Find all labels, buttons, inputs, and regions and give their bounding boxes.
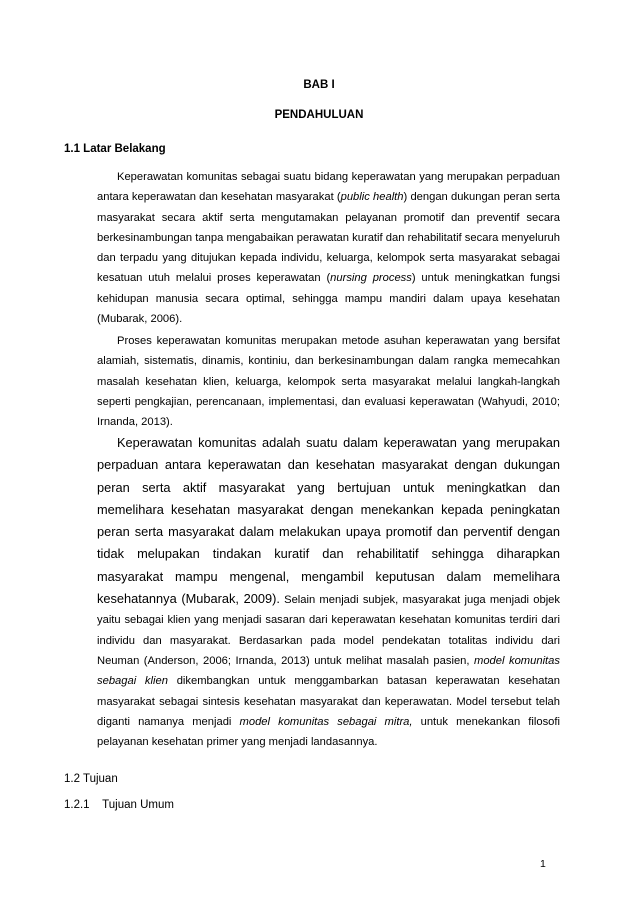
- section-heading-tujuan: 1.2 Tujuan: [64, 773, 118, 785]
- paragraph-3-italic-model-mitra: model komunitas sebagai mitra,: [239, 715, 413, 728]
- paragraph-1-text-c: ) untuk meningkatkan fungsi kehidupan manusia secara optimal, sehingga mampu mandiri dalam upaya kesehatan (Mubarak, 2006).: [97, 272, 560, 326]
- chapter-label: BAB I: [303, 79, 335, 91]
- section-heading-latar-belakang: 1.1 Latar Belakang: [64, 143, 166, 155]
- paragraph-3-text-a: Selain menjadi subjek, masyarakat juga menjadi objek yaitu sebagai klien yang menjadi sasaran dari keperawatan kesehatan komunitas terdiri dari individu dan masyarakat. Berdasarkan pada model pendekatan totalitas individu dari Neuman (Anderson, 2006; Irnanda, 2013) untuk melihat masalah pasien,: [97, 594, 561, 667]
- paragraph-1-text-a: Keperawatan komunitas sebagai suatu bidang keperawatan yang merupakan perpaduan antara keperawatan dan kesehatan masyarakat (: [97, 171, 560, 204]
- paragraph-3-italic-model-klien: model komunitas sebagai klien: [97, 654, 560, 688]
- paragraph-1-text-b: ) dengan dukungan peran serta masyarakat secara aktif serta mengutamakan pelayanan promotif dan preventif secara berkesinambungan tanpa mengabaikan perawatan kuratif dan rehabilitatif secara menyeluruh dan terpadu yang ditujukan kepada individu, keluarga, kelompok serta masyarakat sebagai kesatuan utuh melalui proses keperawatan (: [97, 191, 561, 285]
- page-number: 1: [540, 858, 546, 870]
- section-heading-tujuan-umum: 1.2.1 Tujuan Umum: [64, 799, 174, 811]
- paragraph-1-italic-public-health: public health: [340, 191, 404, 204]
- paragraph-3: [97, 432, 560, 752]
- paragraph-3-text-b: dikembangkan untuk menggambarkan batasan keperawatan kesehatan masyarakat sebagai sintesis kesehatan masyarakat dan keperawatan. Model tersebut telah diganti namanya menjadi: [97, 675, 560, 728]
- paragraph-3-text-c: untuk menekankan filosofi pelayanan kesehatan primer yang menjadi landasannya.: [97, 715, 560, 749]
- chapter-title: PENDAHULUAN: [274, 109, 364, 121]
- paragraph-1: [97, 167, 560, 329]
- paragraph-1-italic-nursing-process: nursing process: [330, 272, 412, 285]
- paragraph-3-large-text: Keperawatan komunitas adalah suatu dalam keperawatan yang merupakan perpaduan antara keperawatan dan kesehatan masyarakat dengan dukungan peran serta aktif masyarakat yang bertujuan untuk meningkatkan dan memelihara kesehatan masyarakat dengan menekankan kepada peningkatan peran serta masyarakat dalam melakukan upaya promotif dan perventif dengan tidak melupakan tindakan kuratif dan rehabilitatif sehingga diharapkan masyarakat mampu mengenal, mengambil keputusan dalam memelihara kesehatannya (Mubarak, 2009).: [97, 435, 560, 607]
- paragraph-2: Proses keperawatan komunitas merupakan metode asuhan keperawatan yang bersifat alamiah, sistematis, dinamis, kontiniu, dan berkesinambungan dalam rangka memecahkan masalah kesehatan klien, keluarga, kelompok serta masyarakat melalui langkah-langkah seperti pengkajian, perencanaan, implementasi, dan evaluasi keperawatan (Wahyudi, 2010; Irnanda, 2013).: [97, 335, 560, 429]
